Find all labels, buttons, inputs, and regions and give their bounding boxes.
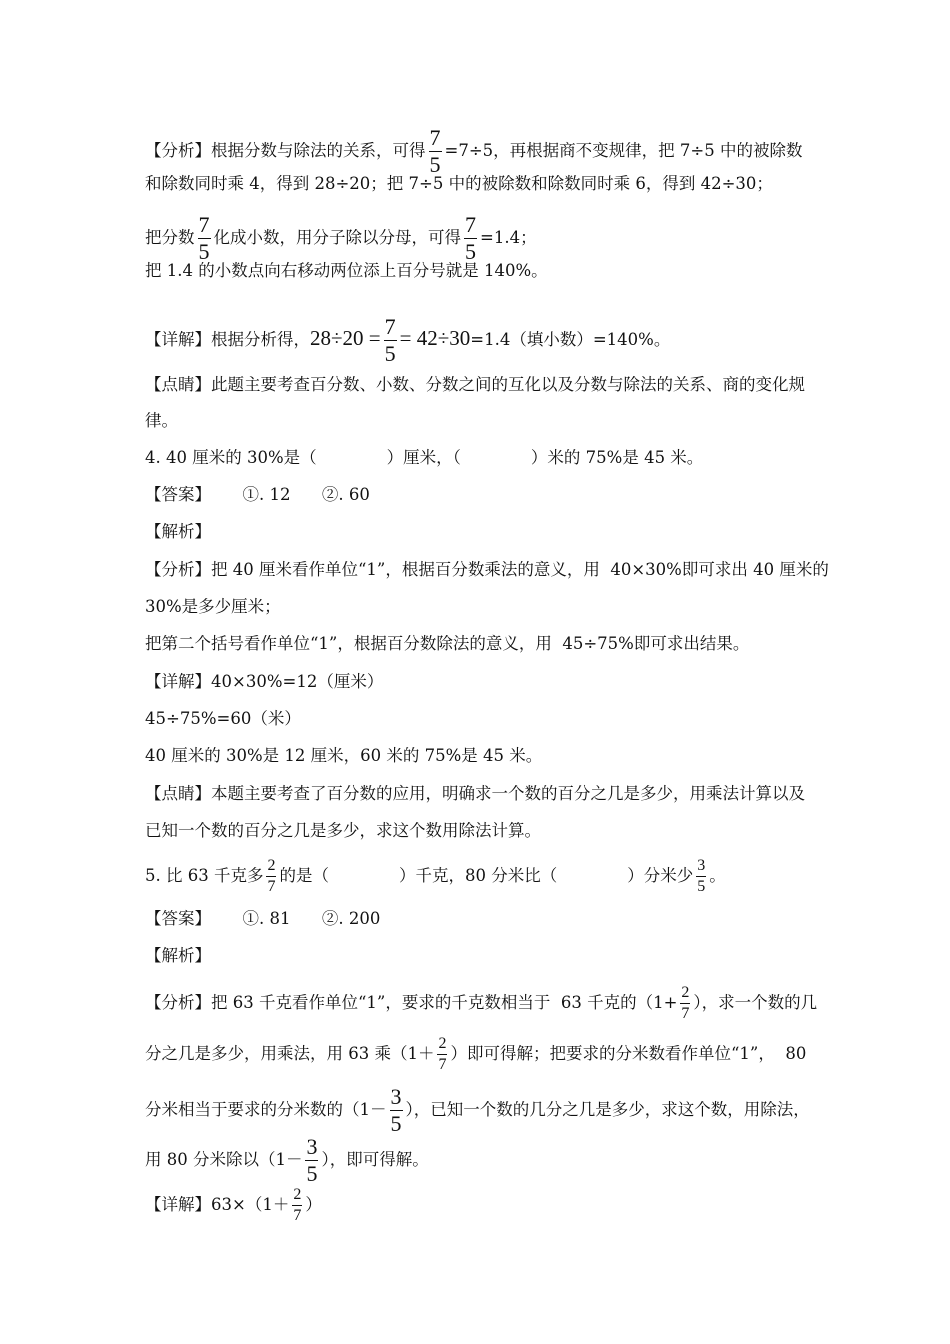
equation: = 42÷30 xyxy=(399,326,471,350)
denominator: 5 xyxy=(198,239,210,264)
denominator: 5 xyxy=(697,878,706,895)
text: 40 厘米的 30%是 12 厘米，60 米的 75%是 45 米。 xyxy=(145,746,543,765)
text: 【答案】 ①. 81 ②. 200 xyxy=(145,909,381,928)
text: 。 xyxy=(709,866,726,885)
text: 分米相当于要求的分米数的（1－ xyxy=(145,1100,387,1119)
denominator: 5 xyxy=(465,239,476,264)
analysis-line-1 xyxy=(145,127,802,176)
analysis-line-2 xyxy=(145,596,281,618)
explanation-heading xyxy=(145,945,211,967)
analysis-line-1 xyxy=(145,559,829,581)
text: ） xyxy=(305,1195,322,1214)
text: 【解析】 xyxy=(145,522,211,541)
fraction xyxy=(429,127,442,176)
fraction xyxy=(198,214,211,263)
tip-line-2 xyxy=(145,410,178,432)
text: 【详解】40×30%=12（厘米） xyxy=(145,672,384,691)
tip-line-1 xyxy=(145,783,805,805)
text: 的是（ xyxy=(279,866,329,885)
denominator: 5 xyxy=(429,152,441,177)
text: 把 1.4 的小数点向右移动两位添上百分号就是 140%。 xyxy=(145,261,548,280)
analysis-line-4 xyxy=(145,260,548,282)
denominator: 7 xyxy=(681,1005,690,1022)
numerator: 2 xyxy=(680,985,690,1004)
analysis-line-4 xyxy=(145,1136,429,1185)
numerator: 2 xyxy=(437,1036,447,1055)
numerator: 7 xyxy=(198,212,210,237)
analysis-line-2 xyxy=(145,173,773,195)
fraction xyxy=(680,985,690,1022)
text: ），即可得解。 xyxy=(321,1150,429,1169)
text: 律。 xyxy=(145,411,178,430)
detail-line-1 xyxy=(145,1187,322,1224)
tip-line-1 xyxy=(145,374,805,396)
numerator: 2 xyxy=(292,1187,302,1206)
text: 把第二个括号看作单位“1”，根据百分数除法的意义，用 45÷75%即可求出结果。 xyxy=(145,634,750,653)
numerator: 7 xyxy=(429,125,441,150)
denominator: 7 xyxy=(438,1056,447,1073)
text: 已知一个数的百分之几是多少，求这个数用除法计算。 xyxy=(145,821,541,840)
text: 把分数 xyxy=(145,228,195,247)
fraction xyxy=(305,1136,318,1185)
question-4 xyxy=(145,447,703,469)
denominator: 5 xyxy=(384,341,396,366)
analysis-line-2 xyxy=(145,1036,806,1073)
numerator: 7 xyxy=(384,314,396,339)
text: =1.4（填小数）=140%。 xyxy=(470,330,671,349)
text: =1.4； xyxy=(480,228,537,247)
text: 化成小数，用分子除以分母，可得 xyxy=(213,228,461,247)
analysis-line-3 xyxy=(145,214,537,263)
numerator: 3 xyxy=(306,1134,318,1159)
text: ）分米少 xyxy=(627,866,694,885)
numerator: 3 xyxy=(390,1084,402,1109)
detail-line-1 xyxy=(145,671,383,693)
fraction xyxy=(437,1036,447,1073)
explanation-heading xyxy=(145,521,211,543)
text: 【解析】 xyxy=(145,946,211,965)
text: 【答案】 ①. 12 ②. 60 xyxy=(145,485,370,504)
numerator: 2 xyxy=(266,858,276,877)
equation: 28÷20 = xyxy=(310,326,381,350)
text: =7÷5，再根据商不变规律，把 7÷5 中的被除数 xyxy=(444,141,803,160)
analysis-line-3 xyxy=(145,633,749,655)
text: 分之几是多少，用乘法，用 63 乘（1＋ xyxy=(145,1044,435,1063)
denominator: 5 xyxy=(390,1111,402,1136)
numerator: 3 xyxy=(696,858,706,877)
text: 【分析】把 63 千克看作单位“1”，要求的千克数相当于 63 千克的（1+ xyxy=(145,993,678,1012)
text: ）厘米，（ xyxy=(386,448,461,467)
analysis-line-3 xyxy=(145,1086,810,1135)
text: 用 80 分米除以（1－ xyxy=(145,1150,303,1169)
text: 和除数同时乘 4，得到 28÷20；把 7÷5 中的被除数和除数同时乘 6，得到 42÷30； xyxy=(145,174,773,193)
fraction xyxy=(390,1086,403,1135)
text: ）米的 75%是 45 米。 xyxy=(530,448,704,467)
answer-line xyxy=(145,484,370,506)
detail-line-3 xyxy=(145,745,542,767)
fraction xyxy=(384,316,397,365)
text: 45÷75%=60（米） xyxy=(145,709,301,728)
numerator: 7 xyxy=(465,212,476,237)
fraction xyxy=(292,1187,302,1224)
text: 【详解】63×（1＋ xyxy=(145,1195,290,1214)
denominator: 7 xyxy=(267,878,276,895)
tip-line-2 xyxy=(145,820,541,842)
text: ），求一个数的几 xyxy=(693,993,818,1012)
text: 4. 40 厘米的 30%是（ xyxy=(145,448,317,467)
text: ），已知一个数的几分之几是多少，求这个数，用除法， xyxy=(405,1100,810,1119)
denominator: 5 xyxy=(306,1161,318,1186)
text: 5. 比 63 千克多 xyxy=(145,866,264,885)
fraction xyxy=(464,214,477,263)
text: 30%是多少厘米； xyxy=(145,597,281,616)
text: ）即可得解；把要求的分米数看作单位“1”， 80 xyxy=(450,1044,807,1063)
detail-line-2 xyxy=(145,708,301,730)
text: 【点睛】本题主要考查了百分数的应用，明确求一个数的百分之几是多少，用乘法计算以及 xyxy=(145,784,805,803)
detail-line xyxy=(145,316,670,365)
answer-line xyxy=(145,908,380,930)
denominator: 7 xyxy=(293,1207,302,1224)
text: 【详解】根据分析得， xyxy=(145,330,310,349)
question-5 xyxy=(145,858,726,895)
analysis-line-1 xyxy=(145,985,817,1022)
text: 【分析】把 40 厘米看作单位“1”，根据百分数乘法的意义，用 40×30%即可求出 40 厘米的 xyxy=(145,560,829,579)
fraction xyxy=(266,858,276,895)
text: ）千克，80 分米比（ xyxy=(398,866,558,885)
text: 【点睛】此题主要考查百分数、小数、分数之间的互化以及分数与除法的关系、商的变化规 xyxy=(145,375,805,394)
text: 【分析】根据分数与除法的关系，可得 xyxy=(145,141,426,160)
fraction xyxy=(696,858,706,895)
